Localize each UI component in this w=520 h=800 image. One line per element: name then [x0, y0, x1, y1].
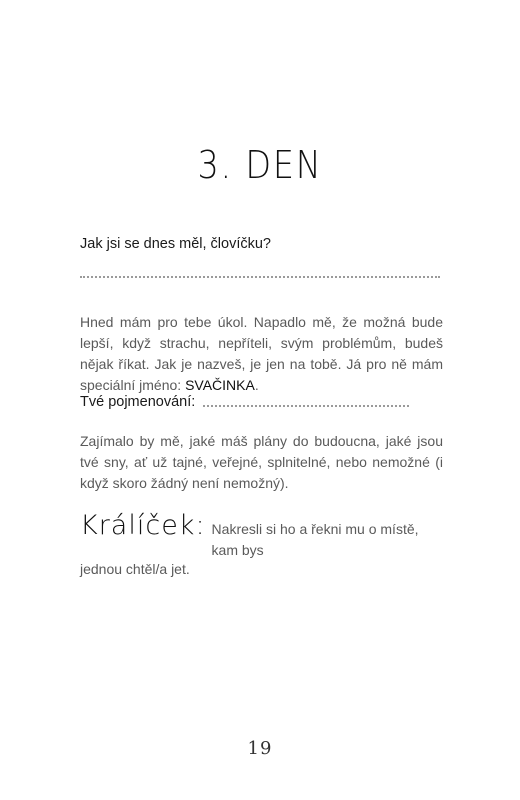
- special-name: SVAČINKA: [185, 377, 255, 393]
- kralicek-line: [80, 510, 443, 561]
- answer-dotted-line: [80, 276, 440, 278]
- kralicek-instruction-continued: jednou chtěl/a jet.: [80, 561, 190, 577]
- day-heading: 3. DEN: [197, 143, 323, 187]
- naming-label: Tvé pojmenování:: [80, 394, 196, 410]
- task-paragraph-text: Hned mám pro tebe úkol. Napadlo mě, že možná bude lepší, když strachu, nepříteli, svým problémům, budeš nějak říkat. Jak je nazveš, je jen na tobě. Já pro ně mám speciální jméno:: [80, 314, 443, 393]
- page-number: 19: [247, 738, 273, 759]
- task-paragraph-end: .: [254, 377, 259, 393]
- daily-question: Jak jsi se dnes měl, človíčku?: [80, 236, 271, 252]
- kralicek-label: Králíček:: [80, 510, 206, 541]
- task-paragraph: [80, 312, 443, 396]
- kralicek-instruction: Nakresli si ho a řekni mu o místě, kam bys: [211, 521, 419, 558]
- dreams-paragraph: Zajímalo by mě, jaké máš plány do budoucna, jaké jsou tvé sny, ať už tajné, veřejné, splnitelné, nebo nemožné (i když skoro žádný není nemožný).: [80, 433, 443, 491]
- kralicek-block: [80, 510, 443, 580]
- naming-row: [80, 394, 409, 410]
- naming-dotted-line: [203, 405, 409, 407]
